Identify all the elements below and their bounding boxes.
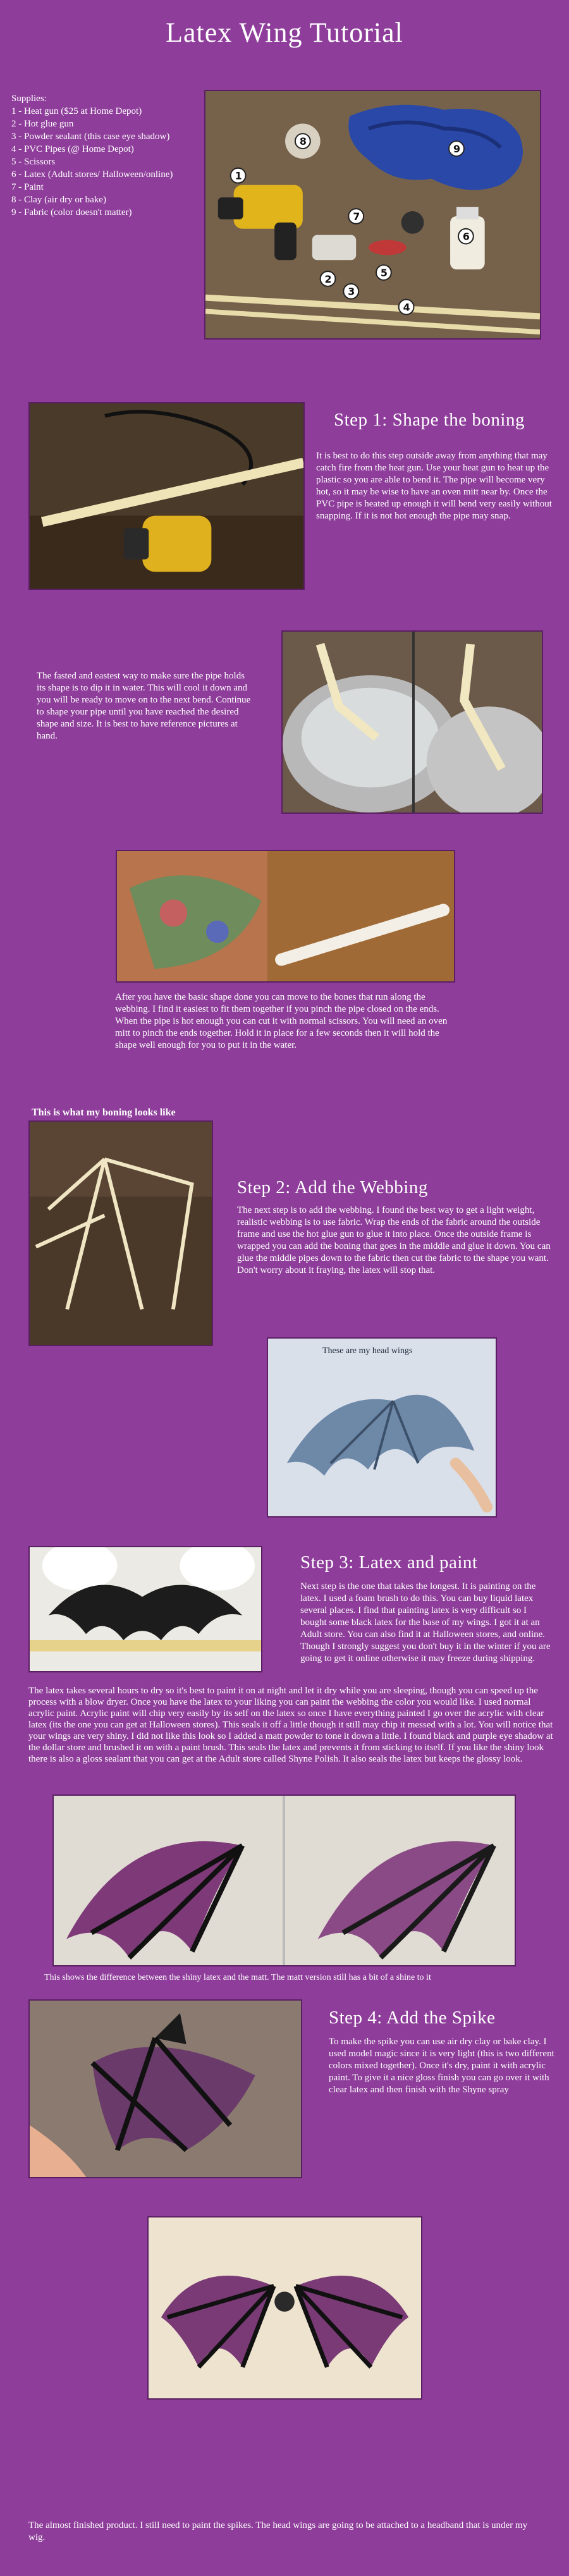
supply-item: 6 - Latex (Adult stores/ Halloween/online) [11,169,173,180]
supply-tag [458,229,474,244]
step1-paragraph-2: The fasted and eastest way to make sure the pipe holds its shape is to dip it in water. This will cool it down and you will be ready to move on to the next bend. Continue to shape your pipe until you have reached the desired shape and size. It is best to have reference pictures at hand. [37,671,251,741]
svg-text:7: 7 [353,210,360,223]
step4-spike-photo [28,1999,302,2178]
step1-title: Step 1: Shape the boning [334,410,525,430]
svg-text:4: 4 [403,301,410,314]
step2-headwings-photo [267,1337,497,1518]
svg-text:9: 9 [453,143,461,156]
supply-tag [321,271,336,286]
step1-water-photo [281,630,543,814]
supply-item: 1 - Heat gun ($25 at Home Depot) [11,106,142,116]
supplies-heading: Supplies: [11,94,47,104]
step2-headwings-caption: These are my head wings [322,1346,413,1356]
step2-paragraph: The next step is to add the webbing. I found the best way to get a light weight, realistic webbing is to use fabric. Wrap the ends of the fabric around the outside frame and use the hot glue gun to glue it into place. Once the outside frame is wrapped you can add the boning that goes in the middle and glue it down. You can glue the middle pipes down to the fabric then cut the fabric to the shape you want. Don't worry about it fraying, the latex will stop that. [237,1205,551,1275]
step4-title: Step 4: Add the Spike [329,2008,496,2028]
supply-item: 7 - Paint [11,182,44,192]
svg-text:6: 6 [462,230,470,243]
supply-tag [231,168,246,183]
step3-compare-caption: This shows the difference between the shiny latex and the matt. The matt version still has a bit of a shine to it [44,1973,431,1982]
supplies-list [11,92,201,219]
step3-paragraph-1: Next step is the one that takes the longest. It is painting on the latex. I used a foam brush to do this. You can buy liquid latex several places. I find that painting latex is very difficult so I bought some black latex for the base of my wings. I got it at an Adult store. You can also find it at Halloween stores, and online. Though I strongly suggest you don't buy it in the winter if you are going to get it online otherwise it may freeze during shipping. [300,1581,551,1664]
supply-item: 5 - Scissors [11,157,56,167]
supply-tag [449,141,464,156]
supply-tag [399,300,414,315]
supply-tag [295,133,310,149]
svg-text:3: 3 [348,285,355,298]
step3-compare-photo [52,1794,516,1966]
supply-tag [348,209,364,224]
step1-paragraph-1: It is best to do this step outside away from anything that may catch fire from the heat gun. Use your heat gun to heat up the plastic so you are able to bend it. The pipe will become very hot, so it may be wise to have an oven mitt near by. Once the PVC pipe is heated up enough it will bend very easily without snapping. If it is not hot enough the pipe may snap. [316,451,552,521]
step3-paragraph-2: The latex takes several hours to dry so it's best to paint it on at night and let it dry while you are sleeping, though you can speed up the process with a blow dryer. Once you have the latex to your liking you can paint the webbing the color you would like. I used normal acrylic paint. Acrylic paint will chip very easily by its self on the latex so once I have everything painted I go over the acrylic with clear latex (its the one you can get at Halloween stores). This seals it off a little though it still may chip it messed with a lot. You will notice that your wings are very shiny. I did not like this look so I added a matt powder to tone it down a little. I found black and purple eye shadow at the dollar store and brushed it on with a paint brush. This seals the latex and prevents it from sticking to itself. If you like the shiny look there is also a gloss sealant that you can get at the Adult store called Shyne Polish. It also seals the latex but keeps the glossy look. [28,1686,553,1764]
supply-item: 3 - Powder sealant (this case eye shadow) [11,132,170,142]
supply-tag [343,284,358,299]
final-caption: The almost finished product. I still need to paint the spikes. The head wings are going to be attached to a headband that is under my wig. [28,2520,528,2542]
step3-title: Step 3: Latex and paint [300,1552,478,1573]
step1-pinch-photo [116,850,455,983]
final-product-photo [147,2216,422,2400]
svg-text:2: 2 [324,273,332,285]
supply-item: 8 - Clay (air dry or bake) [11,195,106,205]
svg-text:8: 8 [299,135,307,148]
supply-item: 4 - PVC Pipes (@ Home Depot) [11,144,134,154]
supply-tag [376,265,391,280]
supply-item: 2 - Hot glue gun [11,119,74,129]
svg-text:5: 5 [380,267,388,279]
step2-boning-photo [28,1120,213,1346]
supplies-photo [204,90,541,340]
step2-title: Step 2: Add the Webbing [237,1177,428,1198]
step3-latex-photo [28,1546,262,1672]
step1-heatgun-photo [28,402,305,590]
step2-boning-caption: This is what my boning looks like [32,1107,176,1118]
page-title: Latex Wing Tutorial [166,17,403,48]
step1-paragraph-3: After you have the basic shape done you can move to the bones that run along the webbing. I find it easiest to fit them together if you pinch the pipe closed on the ends. When the pipe is hot enough you can cut it with normal scissors. You will need an oven mitt to pinch the ends together. Hold it in place for a few seconds then it will hold the shape well enough for you to put it in the water. [115,992,448,1050]
supply-item: 9 - Fabric (color doesn't matter) [11,207,132,218]
svg-text:1: 1 [235,169,242,182]
step4-paragraph: To make the spike you can use air dry clay or bake clay. I used model magic since it is very light (this is two different colors mixed together). Once it's dry, paint it with acrylic paint. To give it a nice gloss finish you can go over it with clear latex and then finish with the Shyne spray [329,2037,554,2095]
